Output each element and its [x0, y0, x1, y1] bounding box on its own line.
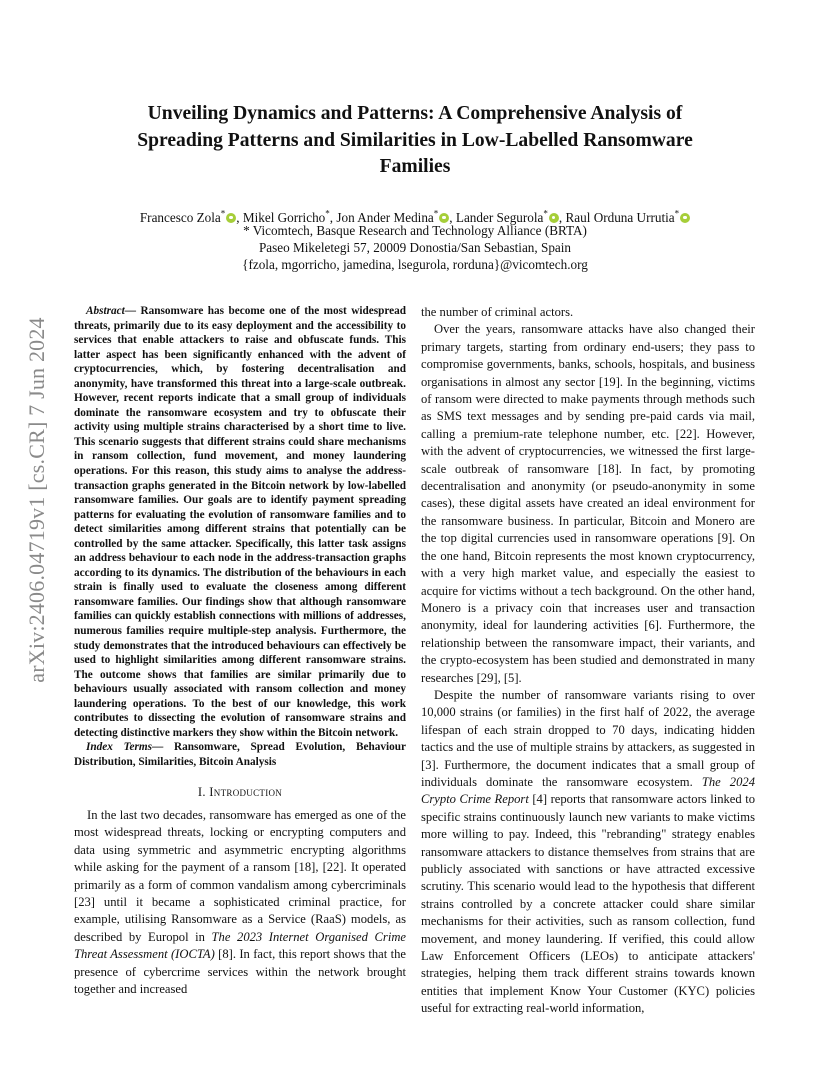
section-title: Introduction	[209, 784, 283, 799]
abstract	[74, 304, 406, 740]
author-separator: ,	[449, 210, 456, 226]
right-column	[421, 304, 755, 1018]
paragraph-text: Despite the number of ransomware variants rising to over 10,000 strains (or families) in the first half of 2022, the average lifespan of each strain dropped to 70 days, indicating hidden tactics and the use of multiple strains by attackers, as suggested in [3]. Furthermore, the document indicates that a small group of individuals dominate the ransomware ecosystem.	[421, 687, 755, 789]
title-line: Families	[379, 156, 451, 177]
intro-paragraph-2: Over the years, ransomware attacks have also changed their primary targets, starting from ordinary end-users; they pass to compromise governments, banks, schools, hospitals, and business organisations in almost any sector [19]. In the beginning, victims of ransom were directed to make payments through methods such as SMS text messages and by sending pre-paid cards via mail, calling a premium-rate telephone number, etc. [22]. However, with the advent of cryptocurrencies, we witnessed the first large-scale outbreak of ransomware [18]. In fact, by promoting decentralisation and anonymity (or pseudo-anonymity in some cases), these digital assets have created an ideal environment for the ransomware business. In particular, Bitcoin and Monero are the top digital currencies used in ransomware operations [9]. On the one hand, Bitcoin represents the most known cryptocurrency, with a very high market value, and especially the easiest to acquire for victims without a tech background. On the other hand, Monero is a privacy coin that increases user and transaction anonymity, ideal for laundering activities [6]. Furthermore, the relationship between the ransomware impact, their variants, and the crypto-ecosystem has been studied and demonstrated in many researches [29], [5].	[421, 322, 755, 685]
section-number: I.	[197, 784, 210, 799]
index-terms-label: Index Terms	[86, 741, 152, 754]
affiliation-mark: *	[543, 209, 548, 219]
affiliation-mark: *	[325, 209, 330, 219]
index-terms-dash: —	[152, 741, 175, 754]
affiliation-mark: *	[220, 209, 226, 219]
affiliation-mark: *	[674, 209, 680, 219]
title-line: Unveiling Dynamics and Patterns: A Comprehensive Analysis of	[147, 103, 683, 124]
title-line: Spreading Patterns and Similarities in Low-Labelled Ransomware	[137, 129, 693, 151]
index-terms-text: Ransomware, Spread Evolution, Behaviour Distribution, Similarities, Bitcoin Analysis	[74, 741, 406, 768]
author-separator: ,	[329, 210, 337, 226]
paragraph-text: [4] reports that ransomware actors linked to specific strains continuously launch new variants to make victims more willing to pay. Indeed, this "rebranding" strategy enables ransomware attackers to distance themselves from strains that are publicly associated with sanctions or have attracted excessive scrutiny. This scenario would lead to the hypothesis that different strains controlled by a concrete attacker could share similar mechanisms for their activities, such as ransom collection, fund movement, and money laundering. If verified, this could allow Law Enforcement Officers (LEOs) to anticipate attackers' strategies, helping them track different strains towards known entities that implement Know Your Customer (KYC) policies useful for extracting real-world information,	[421, 792, 756, 1016]
abstract-dash: —	[124, 305, 141, 317]
address-line: Paseo Mikeletegi 57, 20009 Donostia/San Sebastian, Spain	[258, 240, 572, 255]
iocta-citation-title: The 2023 Internet Organised Crime Threat Assessment (IOCTA)	[74, 929, 407, 962]
intro-paragraph-1-continued: the number of criminal actors.	[421, 305, 574, 319]
abstract-text: Ransomware has become one of the most widespread threats, primarily due to its easy deployment and the accessibility to services that enable attackers to raise and obfuscate funds. This latter aspect has been significantly enhanced with the advent of cryptocurrencies, which, by fostering decentralisation and anonymity, have transformed this threat into a large-scale outbreak. However, recent reports indicate that a small group of individuals dominate the ransomware ecosystem and try to obfuscate their activity using multiple strains characterised by a short time to live. This scenario suggests that different strains could share mechanisms in ransom collection, fund movement, and money laundering operations. For this reason, this study aims to analyse the address-transaction graphs generated in the Bitcoin network by low-labelled ransomware families. Our goals are to identify payment spreading patterns for evaluating the evolution of ransomware families and to detect similarities among different strains that potentially can be controlled by the same attacker. Specifically, this latter task assigns an address behaviour to each node in the address-transaction graphs according to its dynamics. The distribution of the behaviours in each strain is finally used to evaluate the closeness among different ransomware families. Our findings show that although ransomware families can quickly establish connections with millions of addresses, numerous families require multiple-step analysis. Furthermore, the study demonstrates that the introduced behaviours can effectively be used to highlight similarities among different ransomware strains. The outcome shows that families are similar primarily due to behaviours usually associated with ransom collection and money laundering operations. To the best of our knowledge, this work contributes to dissecting the evolution of ransomware strains and detecting distinctive markers they show within the Bitcoin network.	[74, 305, 407, 739]
affiliation-mark: *	[433, 209, 439, 219]
arxiv-side-stamp	[21, 270, 53, 730]
author-name: Jon Ander Medina	[336, 210, 434, 226]
author-name: Mikel Gorricho	[242, 210, 326, 226]
abstract-label: Abstract	[86, 305, 125, 317]
intro-paragraph-3	[421, 687, 755, 1018]
section-heading-introduction	[74, 784, 406, 801]
author-name: Lander Segurola	[455, 210, 544, 226]
left-column	[74, 304, 406, 998]
intro-paragraph-1	[74, 807, 406, 998]
author-separator: ,	[558, 210, 566, 226]
paragraph-text: In the last two decades, ransomware has emerged as one of the most widespread threats, locking or encrypting computers and data using symmetric and asymmetric encrypting algorithms while asking for the payment of a ransom [18], [22]. It operated primarily as a form of common vandalism among cybercriminals [23] until it became a sophisticated criminal practice, for example, utilising Ransomware as a Service (RaaS) models, as described by Europol in	[74, 807, 406, 944]
author-separator: ,	[236, 210, 243, 226]
email-line: {fzola, mgorricho, jamedina, lsegurola, rorduna}@vicomtech.org	[242, 257, 588, 272]
crypto-crime-report-title: The 2024 Crypto Crime Report	[421, 774, 755, 807]
affiliation-line: * Vicomtech, Basque Research and Technology Alliance (BRTA)	[243, 223, 587, 238]
author-name: Raul Orduna Urrutia	[565, 210, 675, 226]
index-terms	[74, 740, 406, 769]
arxiv-identifier: arXiv:2406.04719v1 [cs.CR] 7 Jun 2024	[24, 317, 49, 683]
paragraph-text: [8]. In fact, this report shows that the presence of cybercrime services within the network brought together and increased	[74, 947, 406, 996]
paper-title	[85, 101, 745, 181]
author-name: Francesco Zola	[139, 210, 221, 226]
